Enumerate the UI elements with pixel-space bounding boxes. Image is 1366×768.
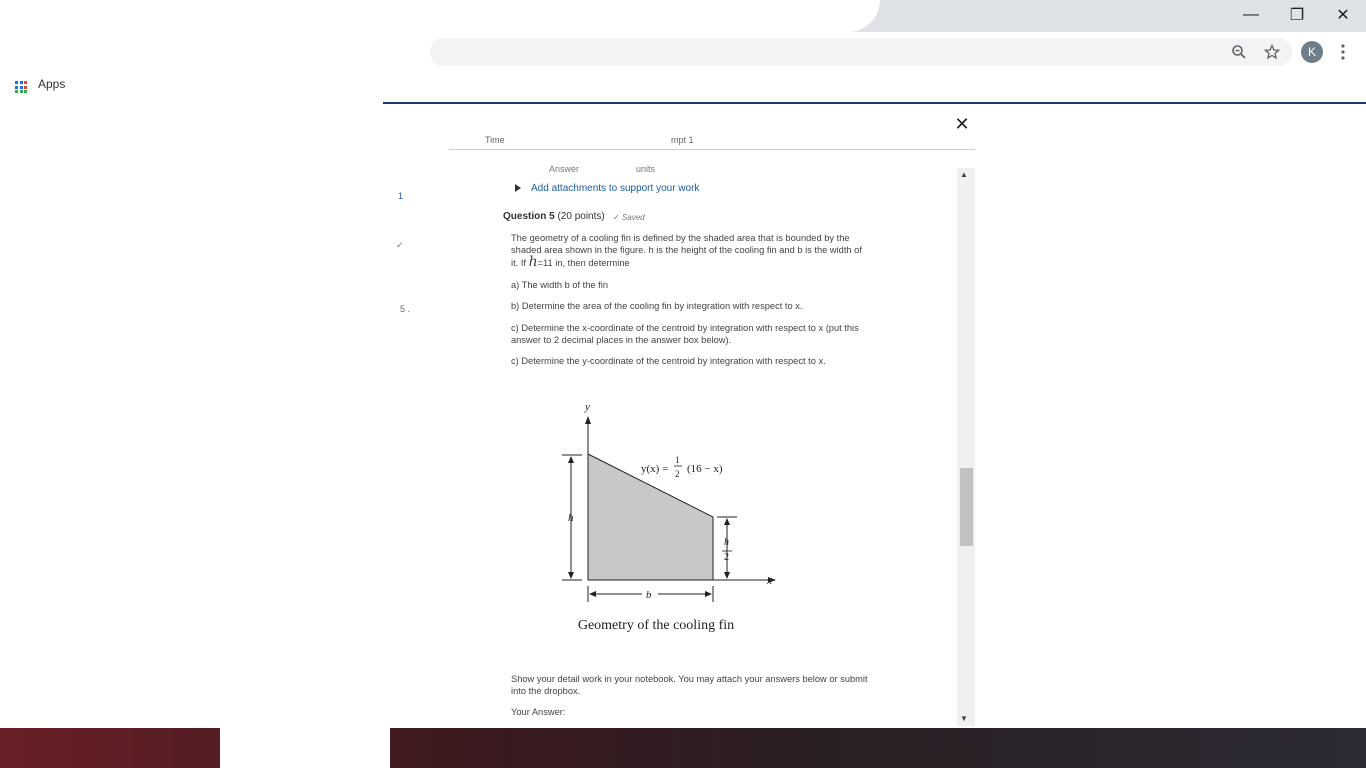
question-part-b: b) Determine the area of the cooling fin by integration with respect to x. xyxy=(511,301,803,311)
add-attachments-label: Add attachments to support your work xyxy=(531,183,700,194)
header-divider xyxy=(449,149,975,150)
equation-lhs: y(x) = xyxy=(641,463,669,475)
restore-button[interactable]: ❐ xyxy=(1289,7,1305,24)
fraction-denominator: 2 xyxy=(675,469,680,479)
question-part-c: c) Determine the x-coordinate of the centroid by integration with respect to x (put this answer to 2 decimal places in the answer box below). xyxy=(511,323,859,345)
your-answer-label: Your Answer: xyxy=(511,707,566,717)
question-text-start: The geometry of a cooling fin is defined by the shaded area that is bounded by the shaded area shown in the figure. h is the height of the cooling fin and b is the width of it. If xyxy=(511,233,862,268)
question-number: Question 5 xyxy=(503,211,555,222)
tab-strip[interactable] xyxy=(0,0,880,32)
sidebar-item-1[interactable]: 1 xyxy=(398,191,404,201)
y-axis-label: y xyxy=(585,401,590,413)
question-body xyxy=(511,232,871,269)
menu-kebab-icon[interactable] xyxy=(1336,41,1350,63)
header-attempt-label: mpt 1 xyxy=(671,135,694,145)
scroll-down-arrow-icon[interactable]: ▼ xyxy=(960,714,968,723)
h-variable: h xyxy=(528,254,538,270)
question-title xyxy=(503,211,605,222)
answer-label-cut: Answer xyxy=(549,164,580,174)
h-dimension-label: h xyxy=(568,512,574,524)
expand-triangle-icon xyxy=(515,184,521,192)
add-attachments-link[interactable] xyxy=(515,183,699,194)
cooling-fin-figure xyxy=(552,396,792,641)
close-window-button[interactable]: ✕ xyxy=(1336,7,1350,24)
saved-status: ✓ Saved xyxy=(613,213,645,222)
units-label-cut: units xyxy=(636,164,656,174)
address-bar[interactable] xyxy=(430,38,1292,66)
question-points: (20 points) xyxy=(557,211,605,222)
apps-bookmark[interactable]: Apps xyxy=(38,77,66,91)
modal-scrollbar[interactable] xyxy=(957,168,975,726)
bookmarks-bar xyxy=(0,72,1366,102)
x-axis-label: x xyxy=(767,575,772,587)
instructions-text: Show your detail work in your notebook. You may attach your answers below or submit into the dropbox. xyxy=(511,674,868,696)
equation-rhs: (16 − x) xyxy=(687,463,723,475)
figure-caption: Geometry of the cooling fin xyxy=(577,618,735,633)
b-dimension-label: b xyxy=(646,589,652,601)
zoom-icon[interactable] xyxy=(1228,41,1250,63)
close-modal-button[interactable]: ✕ xyxy=(954,113,970,134)
question-part-a: a) The width b of the fin xyxy=(511,280,608,290)
sidebar-item-5[interactable]: 5 . xyxy=(400,304,411,314)
taskbar-blank-region xyxy=(220,728,390,768)
taskbar xyxy=(0,728,1366,768)
question-part-d: c) Determine the y-coordinate of the centroid by integration with respect to x. xyxy=(511,356,826,366)
profile-avatar[interactable]: K xyxy=(1301,41,1323,63)
minimize-button[interactable]: — xyxy=(1243,6,1259,23)
fraction-numerator: 1 xyxy=(675,455,680,465)
apps-grid-icon[interactable] xyxy=(15,81,27,93)
cooling-fin-diagram xyxy=(552,396,792,616)
bookmark-star-icon[interactable] xyxy=(1261,41,1283,63)
scrollbar-thumb[interactable] xyxy=(960,468,973,546)
check-icon: ✓ xyxy=(396,240,404,250)
page-header-line xyxy=(383,102,1366,104)
scroll-up-arrow-icon[interactable]: ▲ xyxy=(960,170,968,179)
h-half-numerator: h xyxy=(724,537,729,548)
header-time-label: Time xyxy=(485,135,505,145)
h-half-denominator: 2 xyxy=(724,552,729,563)
question-text-end: =11 in, then determine xyxy=(537,258,630,268)
